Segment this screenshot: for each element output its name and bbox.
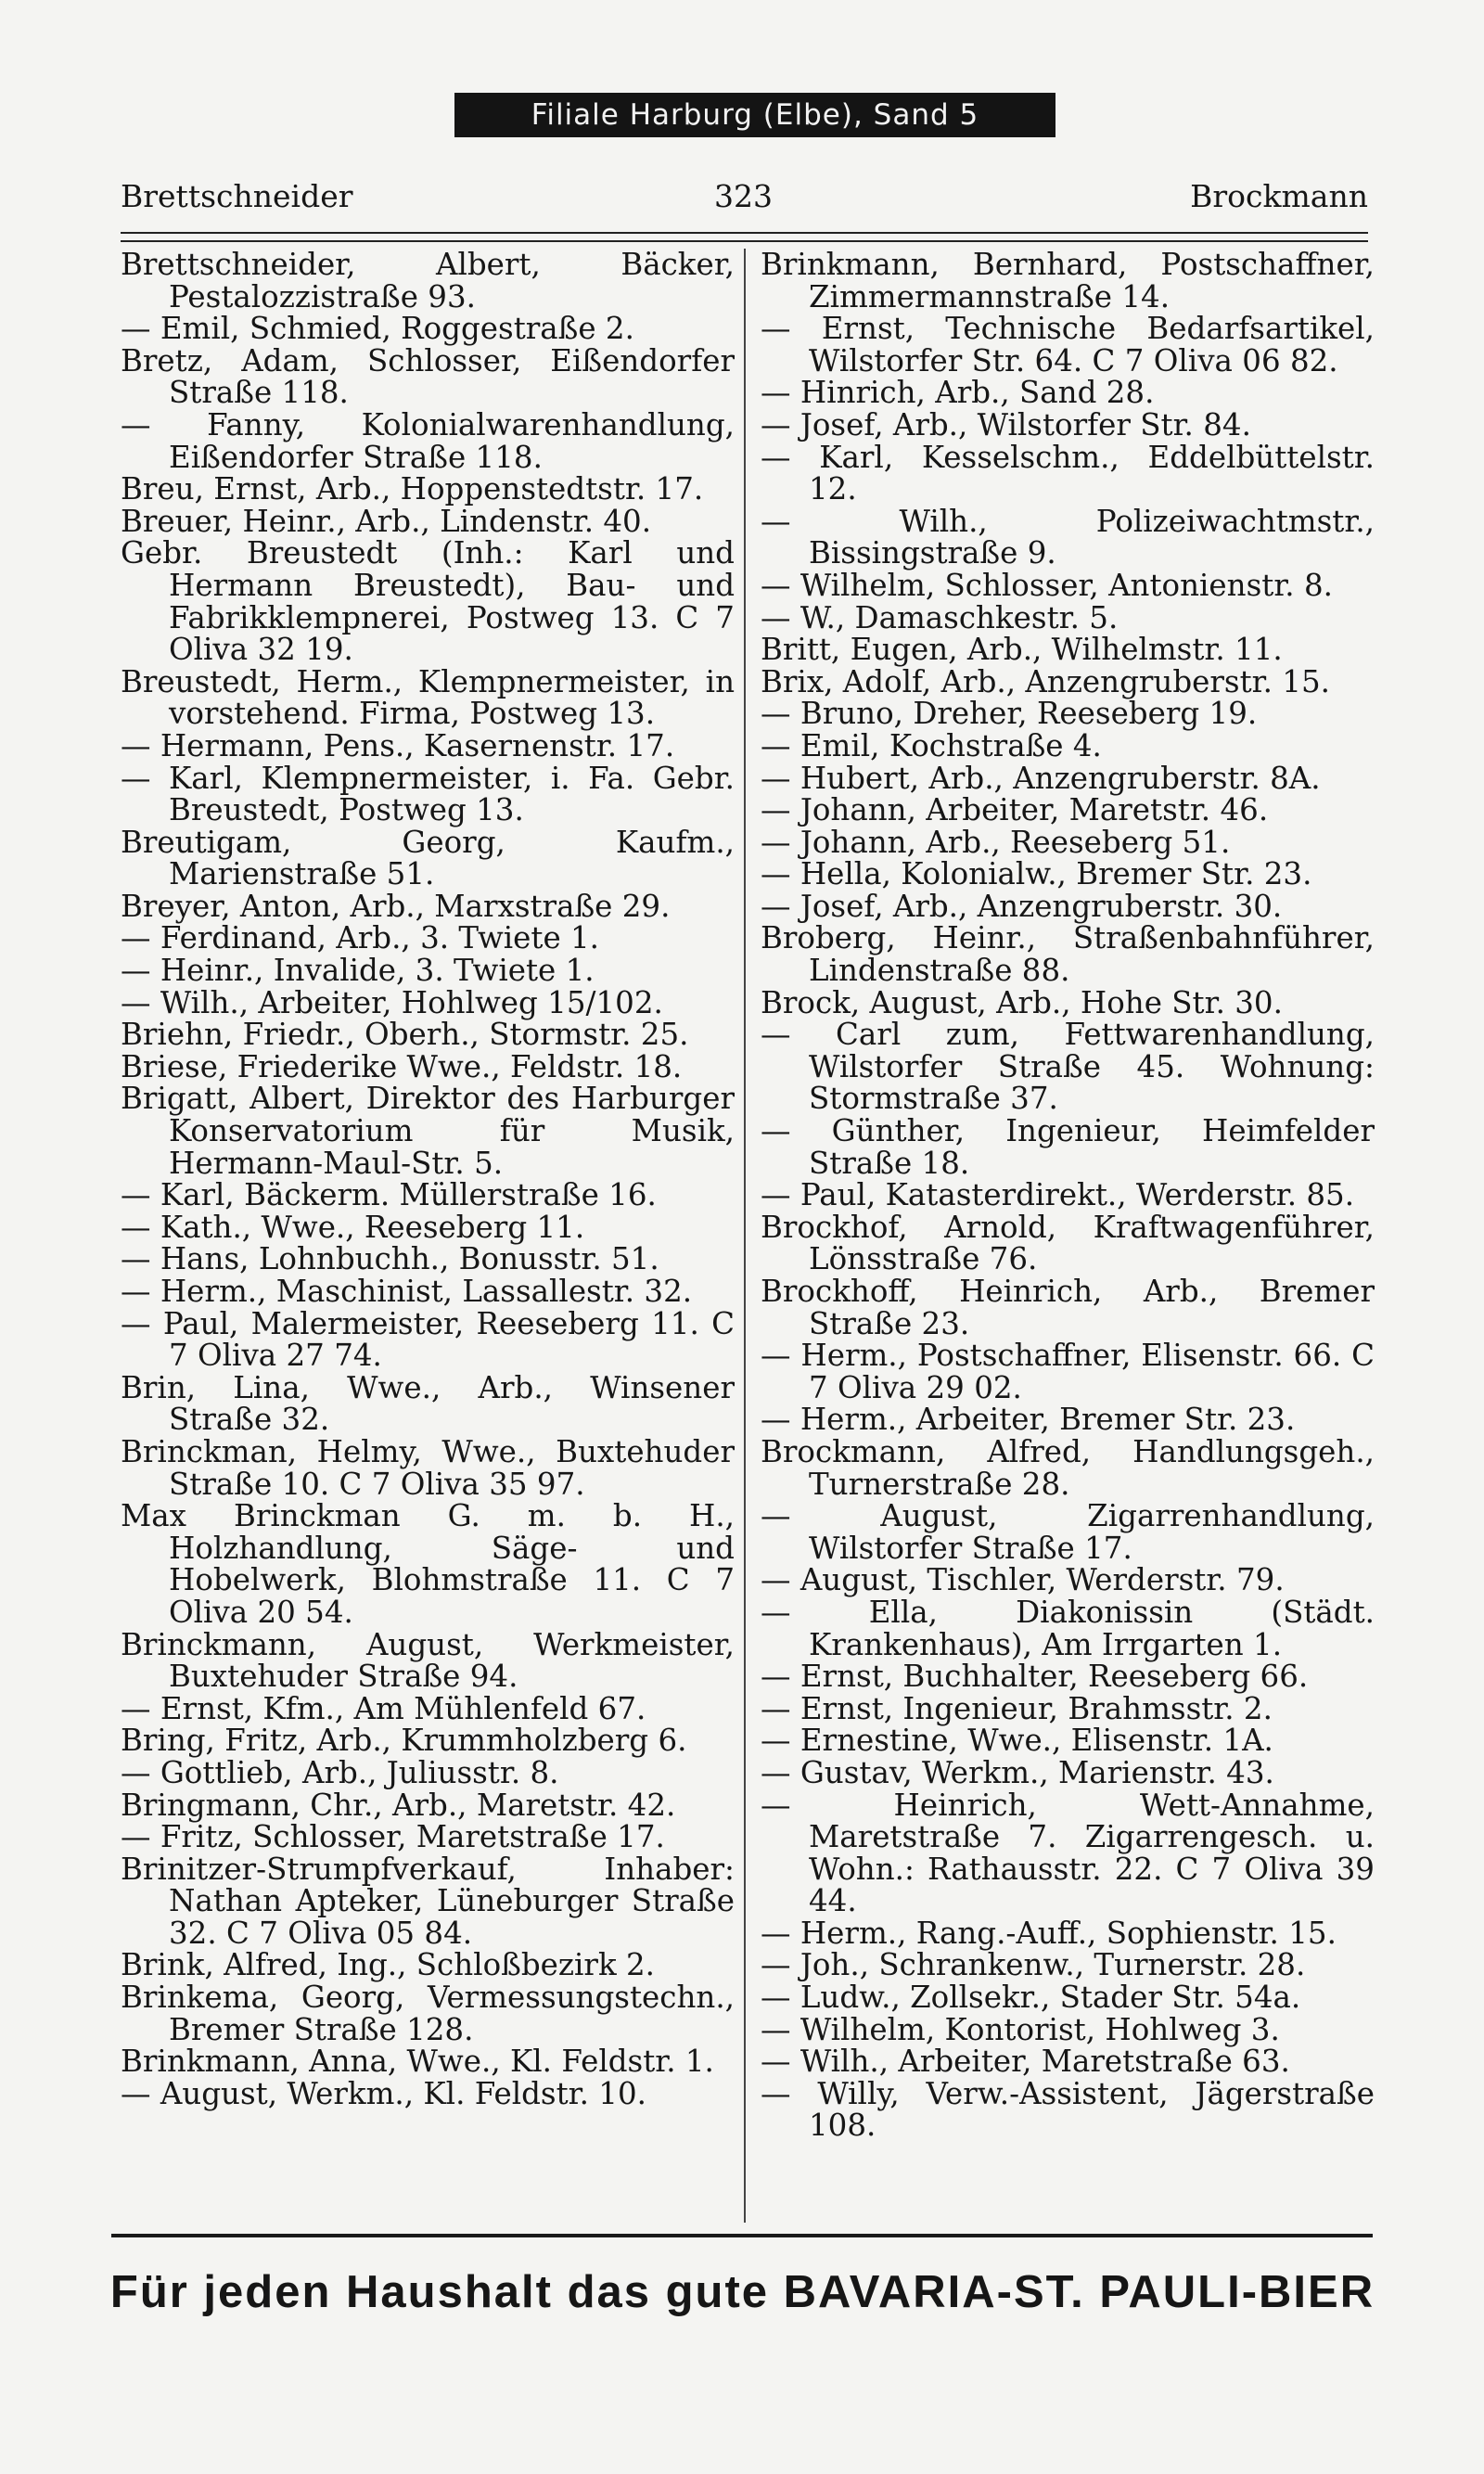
directory-entry: — Karl, Klempnermeister, i. Fa. Gebr. Breustedt, Postweg 13. bbox=[121, 760, 735, 828]
running-head-last-entry: Brockmann bbox=[1190, 178, 1368, 214]
directory-entry: Brockmann, Alfred, Handlungsgeh., Turnerstraße 28. bbox=[761, 1433, 1375, 1502]
running-head-first-entry: Brettschneider bbox=[121, 178, 353, 214]
footer-rule bbox=[111, 2234, 1373, 2237]
directory-entry: — August, Tischler, Werderstr. 79. bbox=[761, 1562, 1285, 1598]
directory-entry: Breu, Ernst, Arb., Hoppenstedtstr. 17. bbox=[121, 471, 704, 507]
directory-entry: — Wilh., Arbeiter, Maretstraße 63. bbox=[761, 2044, 1290, 2080]
directory-entry: — Fritz, Schlosser, Maretstraße 17. bbox=[121, 1819, 665, 1855]
directory-entry: — Johann, Arb., Reeseberg 51. bbox=[761, 824, 1231, 860]
directory-entry: Max Brinckman G. m. b. H., Holzhandlung, Säge- und Hobelwerk, Blohmstraße 11. C 7 Oliva 20 54. bbox=[121, 1498, 735, 1630]
directory-entry: — Ernst, Technische Bedarfsartikel, Wilstorfer Str. 64. C 7 Oliva 06 82. bbox=[761, 311, 1375, 378]
directory-entry: — Gustav, Werkm., Marienstr. 43. bbox=[761, 1754, 1274, 1790]
directory-entry: — W., Damaschkestr. 5. bbox=[761, 599, 1119, 635]
directory-entry: — Hans, Lohnbuchh., Bonusstr. 51. bbox=[121, 1241, 659, 1277]
page-header bbox=[121, 178, 1368, 224]
directory-entry: Brettschneider, Albert, Bäcker, Pestalozzistraße 93. bbox=[121, 249, 735, 314]
directory-entry: Brockhof, Arnold, Kraftwagenführer, Lönsstraße 76. bbox=[761, 1209, 1375, 1277]
directory-entry: — Ernst, Kfm., Am Mühlenfeld 67. bbox=[121, 1690, 646, 1726]
directory-entry: — Ernestine, Wwe., Elisenstr. 1A. bbox=[761, 1723, 1273, 1759]
directory-entry: — Karl, Bäckerm. Müllerstraße 16. bbox=[121, 1177, 657, 1213]
branch-banner: Filiale Harburg (Elbe), Sand 5 bbox=[454, 93, 1055, 137]
directory-entry: — Hinrich, Arb., Sand 28. bbox=[761, 375, 1155, 411]
directory-entry: Brigatt, Albert, Direktor des Harburger Konservatorium für Musik, Hermann-Maul-Str. 5. bbox=[121, 1081, 735, 1181]
directory-entry: Brinkema, Georg, Vermessungstechn., Bremer Straße 128. bbox=[121, 1980, 735, 2047]
directory-entry: — Bruno, Dreher, Reeseberg 19. bbox=[761, 696, 1258, 732]
directory-entry: Gebr. Breustedt (Inh.: Karl und Hermann Breustedt), Bau- und Fabrikklempnerei, Postweg 13. C 7 Oliva 32 19. bbox=[121, 535, 735, 668]
directory-entry: — Carl zum, Fettwarenhandlung, Wilstorfer Straße 45. Wohnung: Stormstraße 37. bbox=[761, 1017, 1375, 1117]
directory-entry: Brinkmann, Bernhard, Postschaffner, Zimmermannstraße 14. bbox=[761, 249, 1375, 314]
directory-entry: Bring, Fritz, Arb., Krummholzberg 6. bbox=[121, 1723, 687, 1759]
directory-entry: — Ernst, Buchhalter, Reeseberg 66. bbox=[761, 1659, 1309, 1695]
directory-entry: — Wilhelm, Kontorist, Hohlweg 3. bbox=[761, 2011, 1280, 2047]
directory-entry: Brinckmann, August, Werkmeister, Buxtehuder Straße 94. bbox=[121, 1626, 735, 1695]
directory-entry: Brock, August, Arb., Hohe Str. 30. bbox=[761, 984, 1283, 1020]
directory-entry: Briehn, Friedr., Oberh., Stormstr. 25. bbox=[121, 1017, 689, 1053]
directory-entry: — Hubert, Arb., Anzengruberstr. 8A. bbox=[761, 760, 1321, 796]
directory-entry: — Gottlieb, Arb., Juliusstr. 8. bbox=[121, 1754, 559, 1790]
directory-entry: — Josef, Arb., Anzengruberstr. 30. bbox=[761, 888, 1283, 924]
directory-entry: — Emil, Kochstraße 4. bbox=[761, 727, 1102, 763]
directory-entry: — Willy, Verw.-Assistent, Jägerstraße 108. bbox=[761, 2075, 1375, 2144]
directory-entry: — Josef, Arb., Wilstorfer Str. 84. bbox=[761, 406, 1251, 442]
directory-entry: — Kath., Wwe., Reeseberg 11. bbox=[121, 1209, 585, 1245]
directory-entry: — Herm., Rang.-Auff., Sophienstr. 15. bbox=[761, 1915, 1337, 1951]
directory-entry: — Ernst, Ingenieur, Brahmsstr. 2. bbox=[761, 1690, 1273, 1726]
right-column bbox=[761, 249, 1375, 2223]
directory-entry: — Wilhelm, Schlosser, Antonienstr. 8. bbox=[761, 567, 1333, 603]
directory-entry: Breutigam, Georg, Kaufm., Marienstraße 51. bbox=[121, 824, 735, 892]
directory-entry: Broberg, Heinr., Straßenbahnführer, Lindenstraße 88. bbox=[761, 920, 1375, 989]
directory-entry: — Emil, Schmied, Roggestraße 2. bbox=[121, 311, 634, 347]
directory-entry: Bringmann, Chr., Arb., Maretstr. 42. bbox=[121, 1787, 676, 1823]
directory-entry: Breyer, Anton, Arb., Marxstraße 29. bbox=[121, 888, 671, 924]
directory-entry: — Wilh., Arbeiter, Hohlweg 15/102. bbox=[121, 984, 663, 1020]
directory-entry: — Herm., Maschinist, Lassallestr. 32. bbox=[121, 1274, 693, 1309]
directory-entry: — Hella, Kolonialw., Bremer Str. 23. bbox=[761, 856, 1312, 892]
directory-entry: Brinckman, Helmy, Wwe., Buxtehuder Straße 10. C 7 Oliva 35 97. bbox=[121, 1433, 735, 1502]
directory-entry: — Johann, Arbeiter, Maretstr. 46. bbox=[761, 792, 1269, 828]
directory-entry: Briese, Friederike Wwe., Feldstr. 18. bbox=[121, 1048, 683, 1084]
directory-entry: — Fanny, Kolonialwarenhandlung, Eißendorfer Straße 118. bbox=[121, 406, 735, 475]
directory-entry: — Günther, Ingenieur, Heimfelder Straße 18. bbox=[761, 1113, 1375, 1181]
directory-entry: — August, Werkm., Kl. Feldstr. 10. bbox=[121, 2075, 646, 2111]
directory-entry: Brinkmann, Anna, Wwe., Kl. Feldstr. 1. bbox=[121, 2044, 714, 2080]
directory-entry: — Herm., Postschaffner, Elisenstr. 66. C 7 Oliva 29 02. bbox=[761, 1338, 1375, 1405]
directory-entry: — Ferdinand, Arb., 3. Twiete 1. bbox=[121, 920, 600, 956]
directory-entry: — Ella, Diakonissin (Städt. Krankenhaus), Am Irrgarten 1. bbox=[761, 1594, 1375, 1662]
directory-entry: Bretz, Adam, Schlosser, Eißendorfer Straße 118. bbox=[121, 342, 735, 411]
directory-entry: Brix, Adolf, Arb., Anzengruberstr. 15. bbox=[761, 663, 1330, 699]
beer-advertisement: Für jeden Haushalt das gute BAVARIA-ST. PAULI-BIER bbox=[109, 2266, 1375, 2317]
directory-entry: — Paul, Katasterdirekt., Werderstr. 85. bbox=[761, 1177, 1355, 1213]
directory-entry: — Karl, Kesselschm., Eddelbüttelstr. 12. bbox=[761, 439, 1375, 507]
directory-entry: — Ludw., Zollsekr., Stader Str. 54a. bbox=[761, 1980, 1301, 2016]
directory-entry: Brinitzer-Strumpfverkauf, Inhaber: Nathan Apteker, Lüneburger Straße 32. C 7 Oliva 05 84. bbox=[121, 1851, 735, 1951]
directory-entry: Brink, Alfred, Ing., Schloßbezirk 2. bbox=[121, 1947, 655, 1983]
directory-entry: Brockhoff, Heinrich, Arb., Bremer Straße 23. bbox=[761, 1274, 1375, 1341]
directory-entry: — Joh., Schrankenw., Turnerstr. 28. bbox=[761, 1947, 1306, 1983]
header-rule bbox=[121, 232, 1368, 242]
directory-entry: — Heinr., Invalide, 3. Twiete 1. bbox=[121, 953, 595, 989]
directory-entry: — Wilh., Polizeiwachtmstr., Bissingstraße 9. bbox=[761, 503, 1375, 571]
column-divider bbox=[744, 249, 746, 2223]
left-column bbox=[121, 249, 735, 2223]
directory-entry: Breustedt, Herm., Klempnermeister, in vorstehend. Firma, Postweg 13. bbox=[121, 663, 735, 732]
page-number: 323 bbox=[714, 178, 773, 214]
directory-entry: Breuer, Heinr., Arb., Lindenstr. 40. bbox=[121, 503, 652, 539]
directory-entry: Britt, Eugen, Arb., Wilhelmstr. 11. bbox=[761, 632, 1283, 668]
directory-entry: — Hermann, Pens., Kasernenstr. 17. bbox=[121, 727, 675, 763]
directory-entry: Brin, Lina, Wwe., Arb., Winsener Straße 32. bbox=[121, 1369, 735, 1438]
directory-entry: — Heinrich, Wett-Annahme, Maretstraße 7. Zigarrengesch. u. Wohn.: Rathausstr. 22. C 7 Oliva 39 44. bbox=[761, 1787, 1375, 1919]
directory-entry: — Paul, Malermeister, Reeseberg 11. C 7 Oliva 27 74. bbox=[121, 1305, 735, 1374]
directory-entry: — Herm., Arbeiter, Bremer Str. 23. bbox=[761, 1402, 1296, 1438]
directory-entry: — August, Zigarrenhandlung, Wilstorfer Straße 17. bbox=[761, 1498, 1375, 1566]
